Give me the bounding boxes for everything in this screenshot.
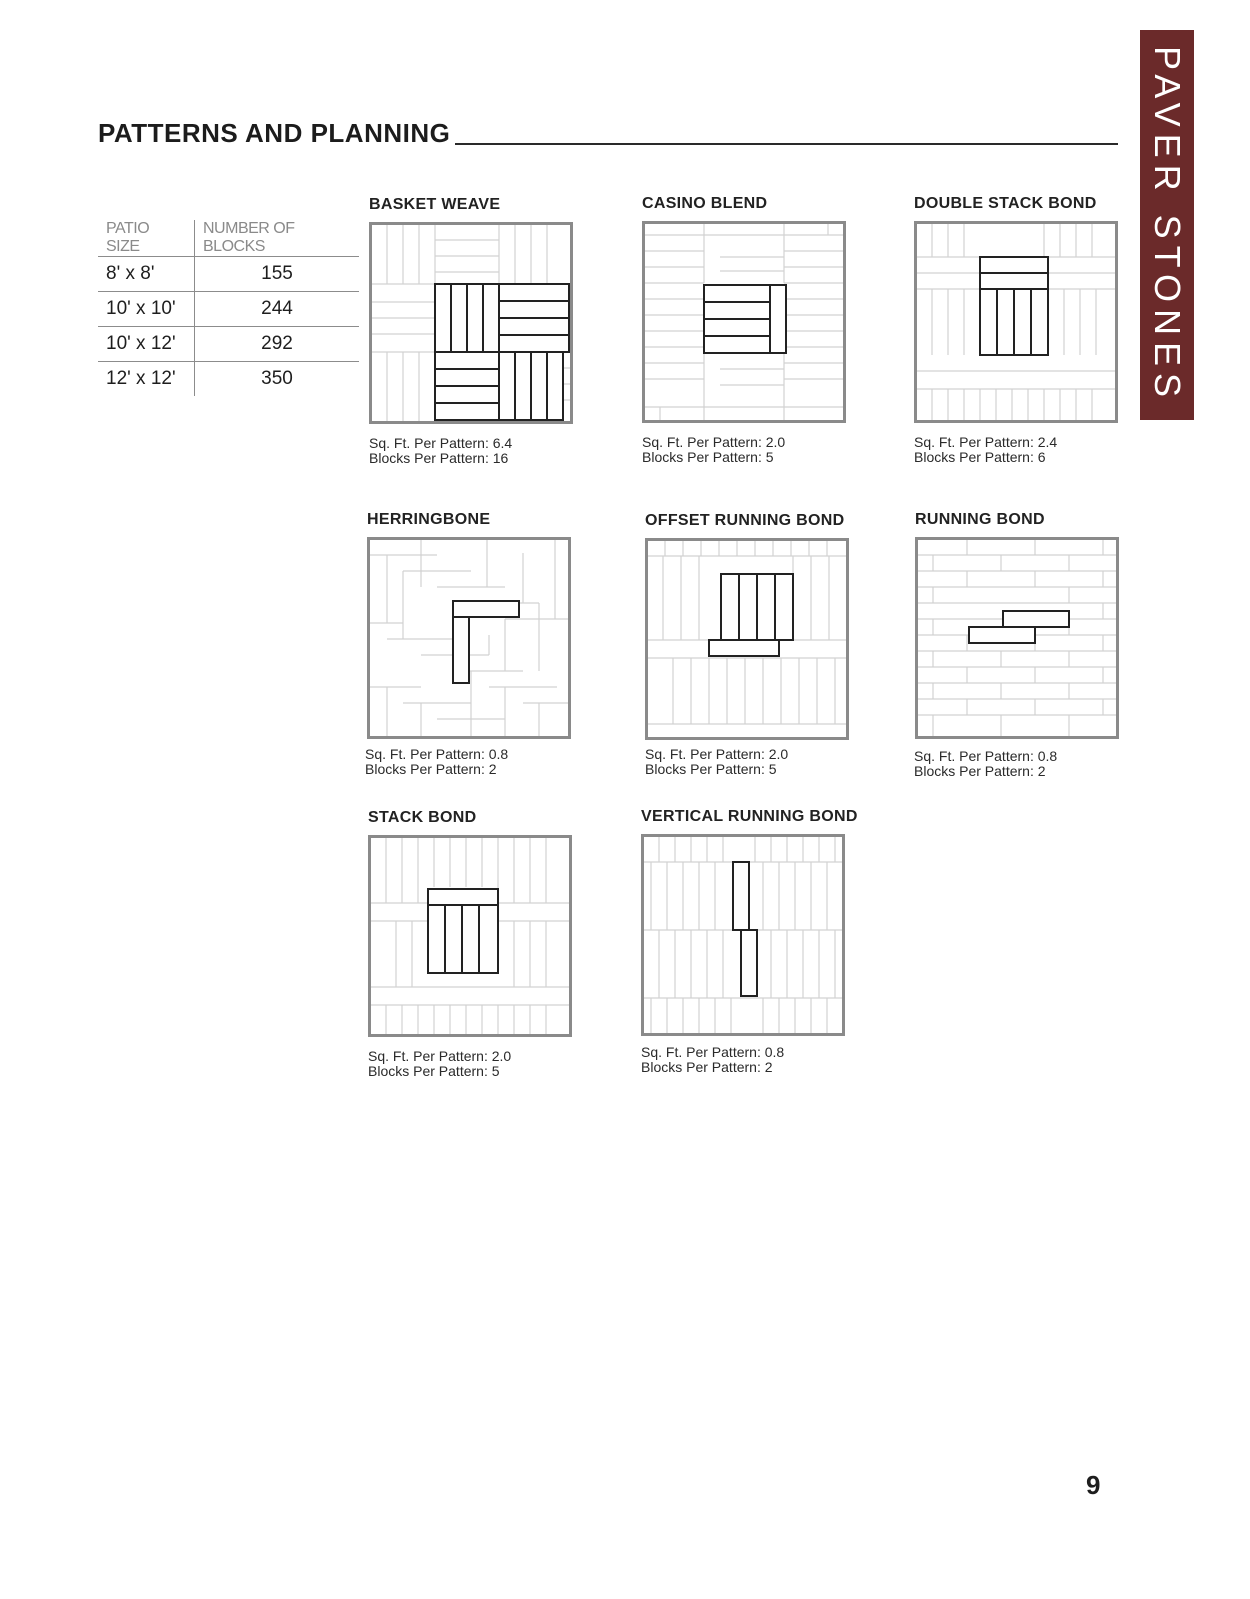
page-title: PATTERNS AND PLANNING xyxy=(98,118,451,148)
stack-bond-diagram xyxy=(368,835,572,1037)
pattern-name: CASINO BLEND xyxy=(642,195,768,212)
pattern-info xyxy=(365,747,508,777)
pattern-name: VERTICAL RUNNING BOND xyxy=(641,808,858,825)
patio-size-cell: 10' x 10' xyxy=(98,292,195,327)
column-header-number-of-blocks: NUMBER OF BLOCKS xyxy=(195,220,360,257)
patio-size-cell: 10' x 12' xyxy=(98,327,195,362)
title-rule xyxy=(455,143,1118,145)
sqft-per-pattern: Sq. Ft. Per Pattern: 2.0 xyxy=(368,1048,512,1064)
blocks-per-pattern: Blocks Per Pattern: 16 xyxy=(369,450,509,466)
sqft-per-pattern: Sq. Ft. Per Pattern: 2.0 xyxy=(645,746,789,762)
sqft-per-pattern: Sq. Ft. Per Pattern: 6.4 xyxy=(369,435,513,451)
block-count-cell: 155 xyxy=(195,257,360,292)
sqft-per-pattern: Sq. Ft. Per Pattern: 0.8 xyxy=(641,1044,785,1060)
pattern-info xyxy=(368,1049,511,1079)
herringbone-diagram xyxy=(367,537,571,739)
table-row xyxy=(98,257,359,292)
block-count-cell: 292 xyxy=(195,327,360,362)
table-row xyxy=(98,362,359,397)
patio-size-cell: 12' x 12' xyxy=(98,362,195,397)
vertical-running-bond-diagram xyxy=(641,834,845,1036)
blocks-per-pattern: Blocks Per Pattern: 2 xyxy=(914,763,1046,779)
blocks-per-pattern: Blocks Per Pattern: 2 xyxy=(365,761,497,777)
pattern-name: STACK BOND xyxy=(368,809,477,826)
pattern-info xyxy=(914,435,1057,465)
basket-weave-diagram xyxy=(369,222,573,424)
side-tab xyxy=(1140,30,1194,420)
running-bond-diagram xyxy=(915,537,1119,739)
pattern-name: DOUBLE STACK BOND xyxy=(914,195,1097,212)
double-stack-bond-diagram xyxy=(914,221,1118,423)
pattern-info xyxy=(641,1045,784,1075)
casino-blend-diagram xyxy=(642,221,846,423)
blocks-per-pattern: Blocks Per Pattern: 2 xyxy=(641,1059,773,1075)
pattern-info xyxy=(642,435,785,465)
sqft-per-pattern: Sq. Ft. Per Pattern: 0.8 xyxy=(914,748,1058,764)
page-number: 9 xyxy=(1086,1470,1101,1500)
sqft-per-pattern: Sq. Ft. Per Pattern: 0.8 xyxy=(365,746,509,762)
block-count-cell: 350 xyxy=(261,368,293,389)
table-row xyxy=(98,292,359,327)
side-tab-label: PAVER STONES xyxy=(1147,45,1188,405)
pattern-info xyxy=(369,436,512,466)
block-count-cell: 244 xyxy=(195,292,360,327)
patio-size-table xyxy=(98,220,359,396)
column-header-patio-size: PATIO SIZE xyxy=(98,220,195,257)
blocks-per-pattern: Blocks Per Pattern: 5 xyxy=(645,761,777,777)
sqft-per-pattern: Sq. Ft. Per Pattern: 2.4 xyxy=(914,434,1058,450)
table-header-row xyxy=(98,220,359,257)
blocks-per-pattern: Blocks Per Pattern: 5 xyxy=(368,1063,500,1079)
pattern-info xyxy=(914,749,1057,779)
sqft-per-pattern: Sq. Ft. Per Pattern: 2.0 xyxy=(642,434,786,450)
patio-size-cell: 8' x 8' xyxy=(98,257,195,292)
pattern-name: HERRINGBONE xyxy=(367,511,491,528)
pattern-name: BASKET WEAVE xyxy=(369,196,501,213)
blocks-per-pattern: Blocks Per Pattern: 6 xyxy=(914,449,1046,465)
pattern-info xyxy=(645,747,788,777)
blocks-per-pattern: Blocks Per Pattern: 5 xyxy=(642,449,774,465)
offset-running-bond-diagram xyxy=(645,538,849,740)
pattern-name: RUNNING BOND xyxy=(915,511,1045,528)
table-row xyxy=(98,327,359,362)
pattern-name: OFFSET RUNNING BOND xyxy=(645,512,845,529)
